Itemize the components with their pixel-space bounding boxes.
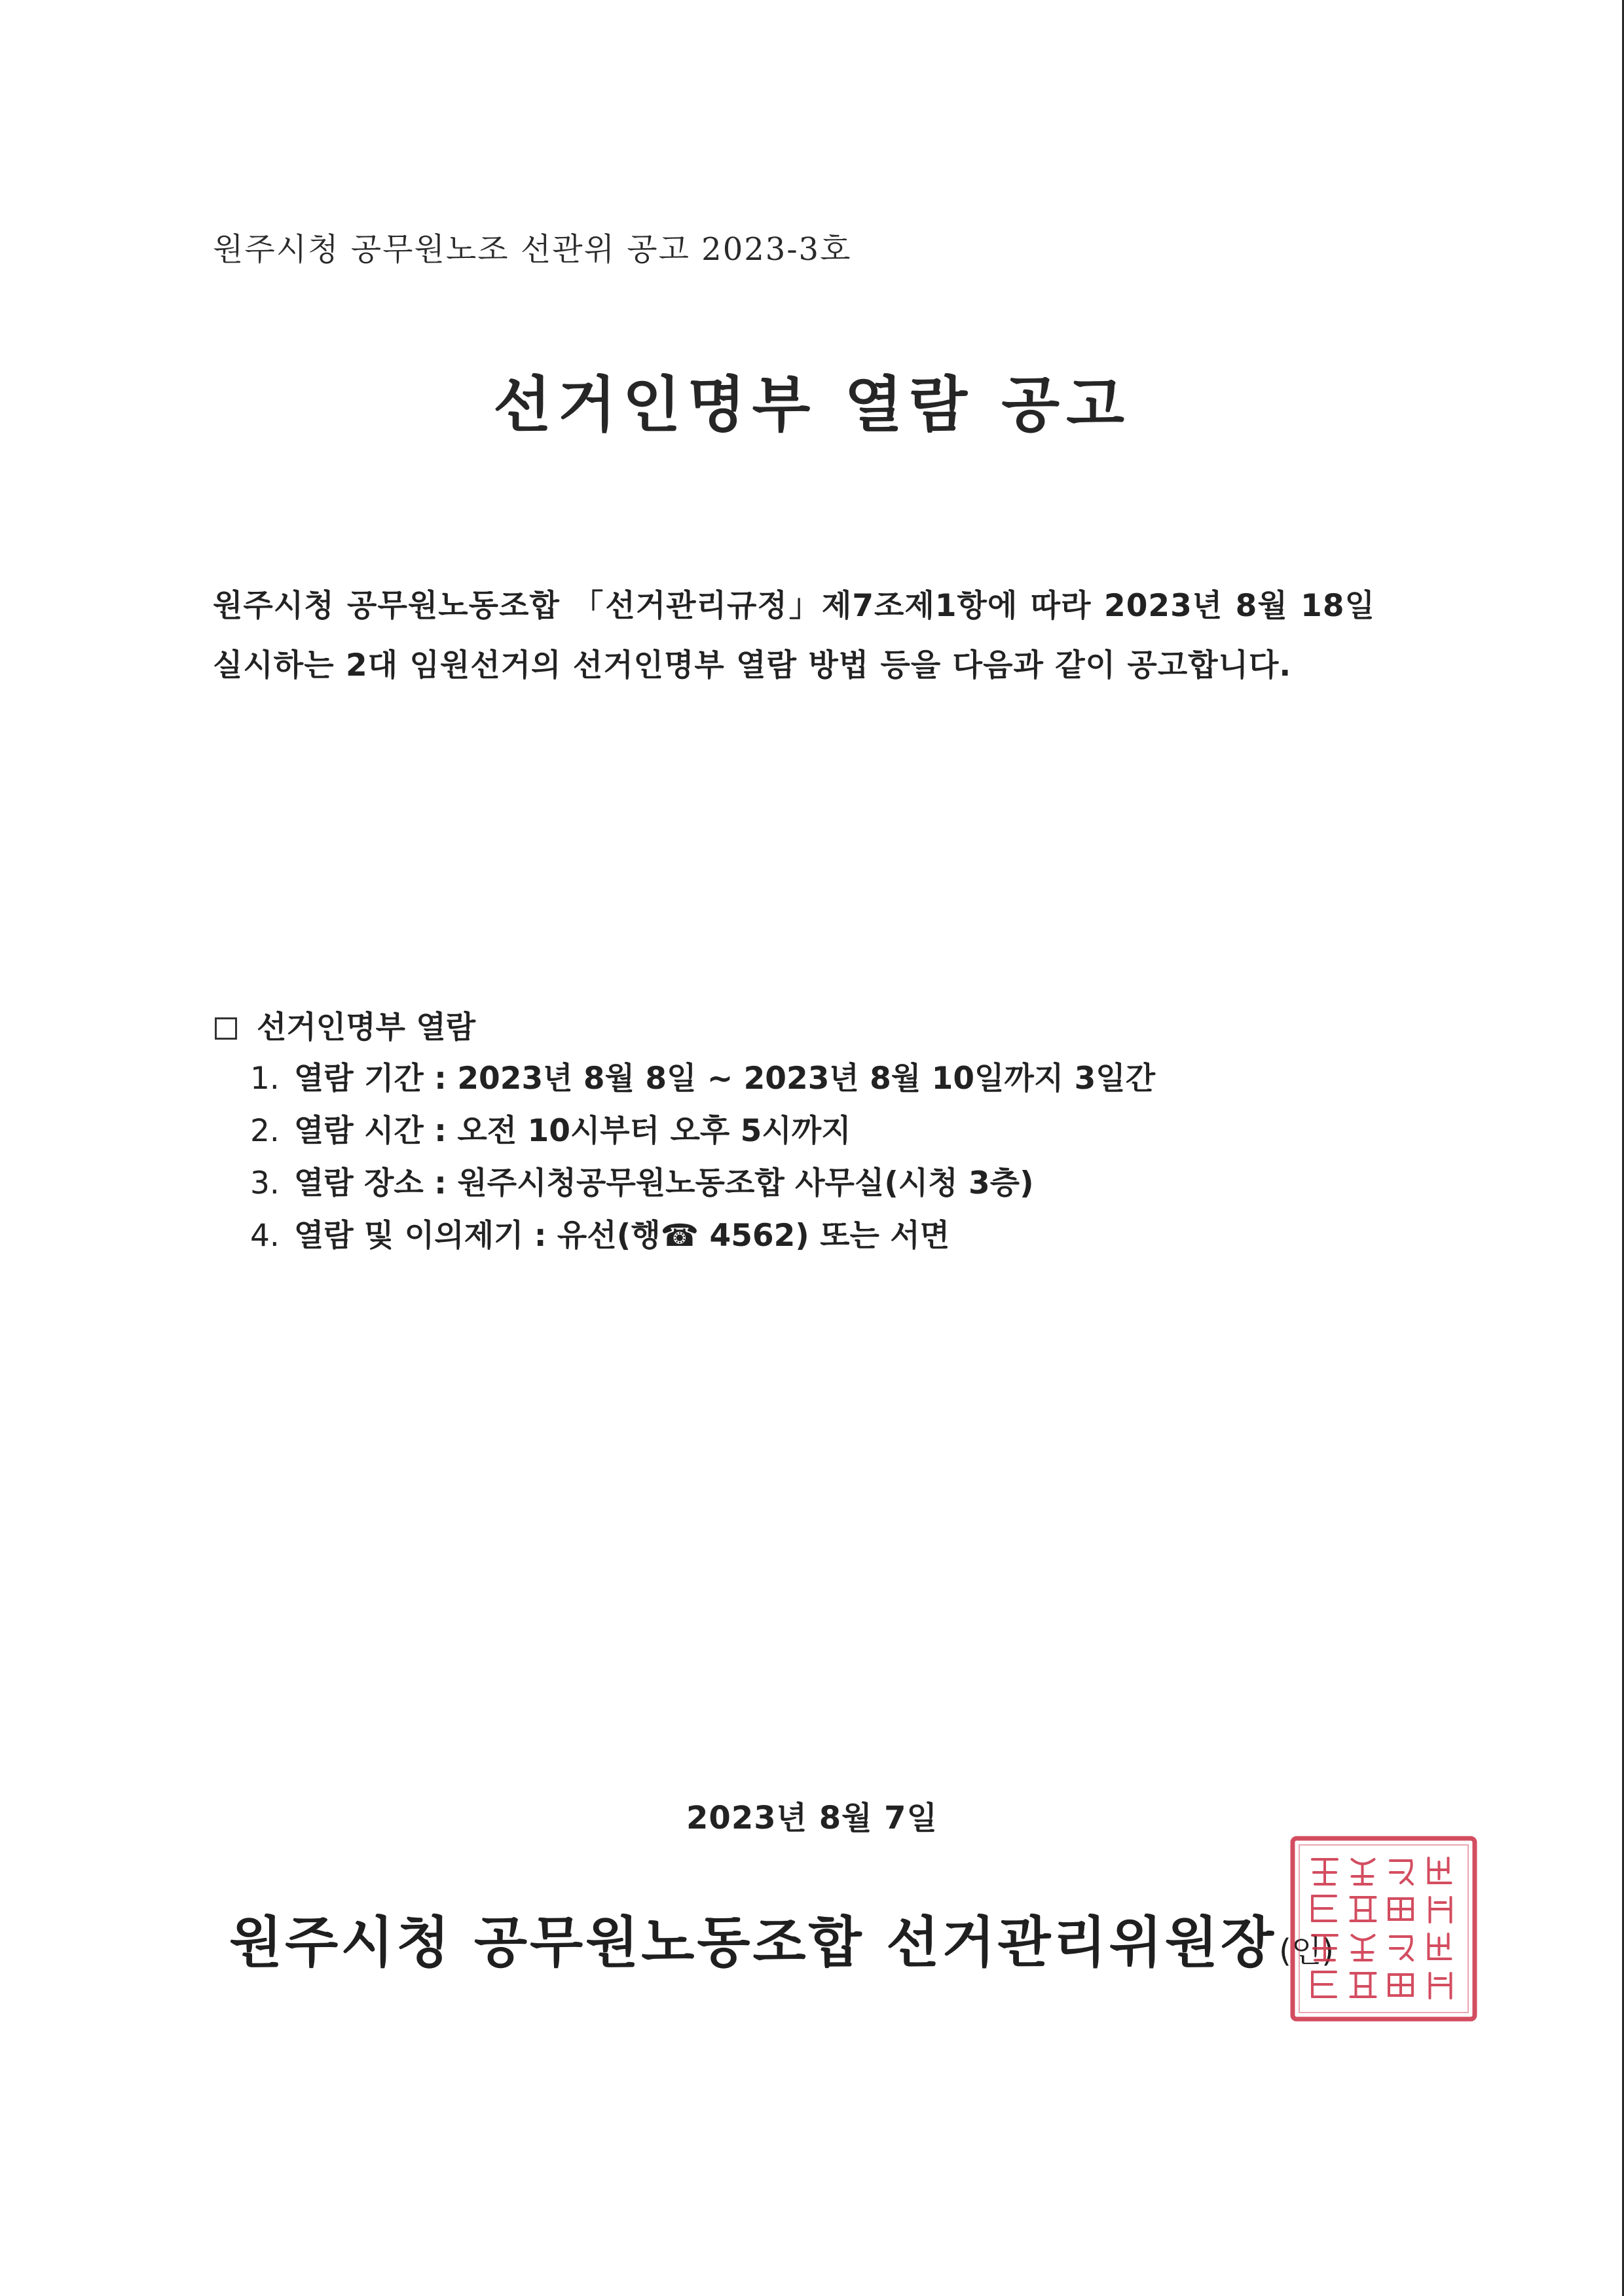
- list-item-location: [250, 1157, 1155, 1210]
- list-item-text: 열람 장소 : 원주시청공무원노동조합 사무실(시청 3층): [293, 1165, 1034, 1201]
- list-item-text: 열람 및 이의제기 : 유선(행☎ 4562) 또는 서면: [293, 1218, 950, 1254]
- notice-number: 원주시청 공무원노조 선관위 공고 2023-3호: [213, 231, 852, 268]
- seal-glyphs: [1312, 1858, 1451, 1998]
- seal-glyph: [1430, 1973, 1451, 1998]
- seal-mark: (인): [1279, 1933, 1334, 1969]
- issuer-signature-line: [229, 1899, 1334, 1978]
- seal-glyph: [1351, 1973, 1376, 1997]
- official-seal-stamp: [1289, 1834, 1479, 2023]
- seal-glyph: [1389, 1975, 1412, 1995]
- list-item-period: [250, 1053, 1155, 1105]
- seal-glyph: [1312, 1935, 1337, 1960]
- list-item-hours: [250, 1105, 1155, 1157]
- seal-glyph: [1390, 1861, 1412, 1884]
- details-list: [250, 1053, 1155, 1262]
- seal-glyph: [1352, 1859, 1375, 1884]
- list-item-number: 4.: [250, 1218, 280, 1254]
- seal-glyph: [1312, 1859, 1337, 1884]
- issuer-name: 원주시청 공무원노동조합 선거관리위원장: [229, 1910, 1277, 1975]
- page-title: 선거인명부 열람 공고: [493, 370, 1131, 440]
- checkbox-bullet-icon: [215, 1017, 237, 1040]
- list-item-number: 1.: [250, 1061, 280, 1097]
- list-item-text: 열람 기간 : 2023년 8월 8일 ~ 2023년 8월 10일까지 3일간: [293, 1061, 1156, 1097]
- notice-date: 2023년 8월 7일: [686, 1800, 938, 1836]
- seal-glyph: [1390, 1937, 1412, 1960]
- list-item-number: 3.: [250, 1165, 280, 1201]
- list-item-text: 열람 시간 : 오전 10시부터 오후 5시까지: [293, 1113, 851, 1149]
- seal-glyph: [1312, 1972, 1336, 1997]
- intro-paragraph: 원주시청 공무원노동조합 「선거관리규정」제7조제1항에 따라 2023년 8월 18일 실시하는 2대 임원선거의 선거인명부 열람 방법 등을 다음과 같이 공고합니다.: [213, 588, 1375, 683]
- seal-glyph: [1352, 1935, 1375, 1960]
- seal-glyph: [1389, 1899, 1412, 1920]
- seal-glyph: [1429, 1934, 1451, 1959]
- seal-glyph: [1429, 1858, 1451, 1883]
- seal-glyph: [1351, 1897, 1376, 1921]
- seal-glyph: [1430, 1897, 1451, 1922]
- list-item-number: 2.: [250, 1113, 280, 1149]
- seal-glyph: [1312, 1896, 1336, 1921]
- list-item-objection: [250, 1210, 1155, 1262]
- section-heading-label: 선거인명부 열람: [257, 1010, 476, 1046]
- section-heading: [215, 1003, 475, 1047]
